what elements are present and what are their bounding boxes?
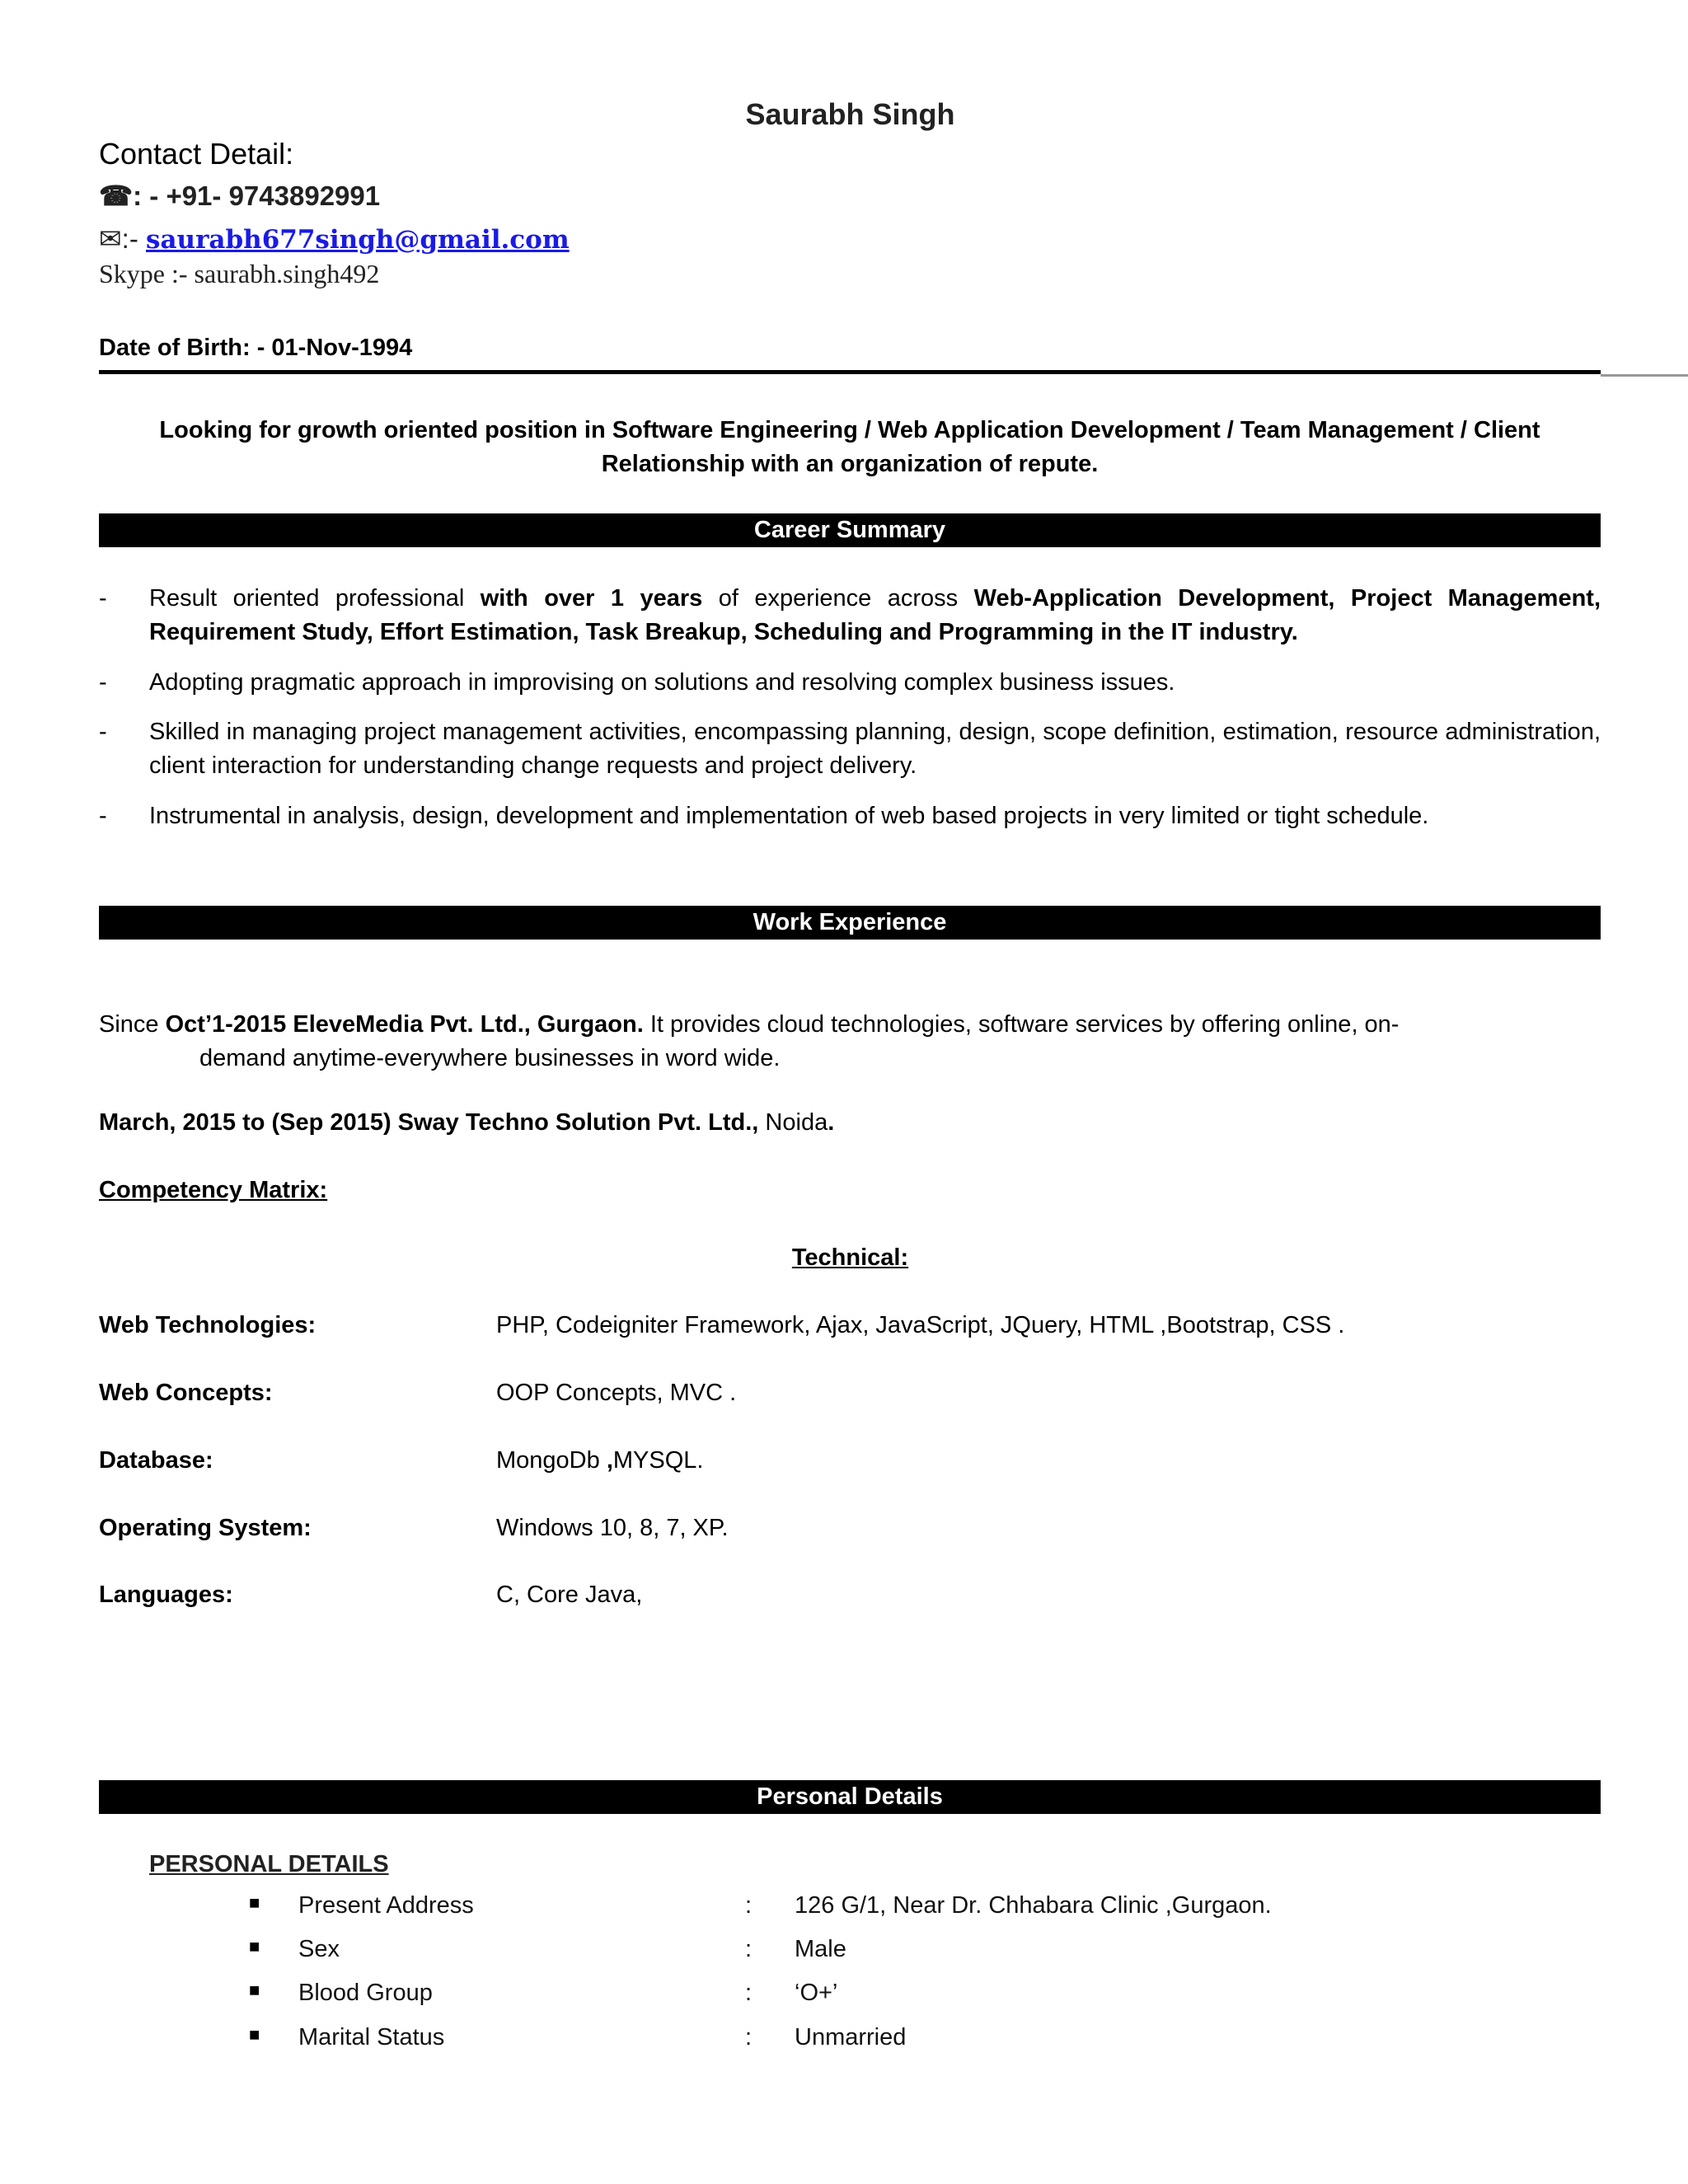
phone-prefix: : - — [133, 180, 159, 211]
summary-text: Skilled in managing project management activities, encompassing planning, design, scope definition, estimation, resource administration, client interaction for understanding change requests and project delivery. — [149, 719, 1601, 779]
summary-text: Instrumental in analysis, design, development and implementation of web based projects in very limited or tight schedule. — [149, 803, 1429, 829]
skill-value: PHP, Codeigniter Framework, Ajax, JavaScript, JQuery, HTML ,Bootstrap, CSS . — [496, 1312, 1345, 1338]
dash-bullet: - — [99, 585, 107, 612]
phone-icon: ☎ — [99, 180, 134, 211]
skill-value: Windows 10, 8, 7, XP. — [496, 1515, 729, 1541]
detail-colon: : — [745, 1936, 753, 1962]
email-line — [99, 223, 570, 255]
detail-colon: : — [745, 1892, 753, 1919]
skill-label: Operating System: — [99, 1515, 312, 1541]
square-bullet-icon: ■ — [249, 1980, 260, 2000]
detail-colon: : — [745, 2024, 753, 2050]
dash-bullet: - — [99, 719, 107, 745]
detail-value: 126 G/1, Near Dr. Chhabara Clinic ,Gurgaon. — [795, 1892, 1272, 1919]
summary-item — [99, 799, 1601, 833]
dash-bullet: - — [99, 669, 107, 696]
summary-item — [99, 666, 1601, 700]
envelope-icon: ✉ — [99, 223, 122, 254]
skill-value: C, Core Java, — [496, 1582, 643, 1608]
detail-colon: : — [745, 1980, 753, 2006]
detail-value: Male — [795, 1936, 846, 1962]
skill-label: Languages: — [99, 1582, 233, 1608]
candidate-name: Saurabh Singh — [745, 97, 955, 131]
objective-statement: Looking for growth oriented position in Software Engineering / Web Application Development / Team Management / Client Relationship with an organization of repute. — [159, 417, 1540, 477]
header-divider — [99, 370, 1601, 374]
personal-details-subheading: PERSONAL DETAILS — [149, 1851, 389, 1877]
contact-heading: Contact Detail: — [99, 137, 294, 171]
phone-line — [99, 180, 380, 212]
phone-number: +91- 9743892991 — [166, 180, 381, 211]
job-company: Oct’1-2015 EleveMedia Pvt. Ltd., Gurgaon. — [165, 1011, 644, 1038]
square-bullet-icon: ■ — [249, 1936, 260, 1957]
square-bullet-icon: ■ — [249, 1892, 260, 1913]
skill-value: OOP Concepts, MVC . — [496, 1380, 737, 1406]
skill-label: Web Concepts: — [99, 1380, 273, 1406]
skill-label: Web Technologies: — [99, 1312, 316, 1338]
job-entry: Since Oct’1-2015 EleveMedia Pvt. Ltd., Gurgaon. It provides cloud technologies, software services by offering online, on- demand anytime-everywhere businesses in word wide. — [99, 1008, 1545, 1076]
square-bullet-icon: ■ — [249, 2024, 260, 2045]
skype-line — [99, 259, 379, 289]
job-company: March, 2015 to (Sep 2015) Sway Techno Solution Pvt. Ltd., — [99, 1109, 759, 1136]
skype-id: saurabh.singh492 — [194, 259, 380, 288]
work-experience-header: Work Experience — [99, 906, 1601, 940]
detail-label: Sex — [298, 1936, 340, 1962]
detail-value: Unmarried — [795, 2024, 907, 2050]
date-of-birth: Date of Birth: - 01-Nov-1994 — [99, 335, 413, 361]
career-summary-header: Career Summary — [99, 513, 1601, 547]
email-prefix: :- — [121, 223, 138, 254]
competency-heading: Competency Matrix: — [99, 1177, 328, 1203]
header-divider-tail — [1601, 374, 1688, 377]
job-description: demand anytime-everywhere businesses in word wide. — [199, 1045, 781, 1071]
skype-label: Skype :- — [99, 259, 188, 288]
detail-label: Marital Status — [298, 2024, 445, 2050]
technical-heading: Technical: — [791, 1244, 909, 1271]
job-entry: March, 2015 to (Sep 2015) Sway Techno Solution Pvt. Ltd., Noida. — [99, 1109, 835, 1136]
detail-label: Blood Group — [298, 1980, 433, 2006]
skill-label: Database: — [99, 1447, 213, 1474]
skill-value: MongoDb ,MYSQL. — [496, 1447, 704, 1474]
summary-text: Adopting pragmatic approach in improvising on solutions and resolving complex business issues. — [149, 669, 1175, 696]
email-link[interactable]: saurabh677singh@gmail.com — [146, 225, 570, 255]
dash-bullet: - — [99, 803, 107, 829]
detail-label: Present Address — [298, 1892, 474, 1919]
personal-details-header: Personal Details — [99, 1780, 1601, 1814]
summary-item — [99, 582, 1601, 649]
detail-value: ‘O+’ — [795, 1980, 838, 2006]
summary-item — [99, 715, 1601, 783]
summary-text: Result oriented professional with over 1 years of experience across Web-Application Development, Project Management, Requirement Study, Effort Estimation, Task Breakup, Scheduling and Programming in the IT industry. — [149, 585, 1601, 645]
